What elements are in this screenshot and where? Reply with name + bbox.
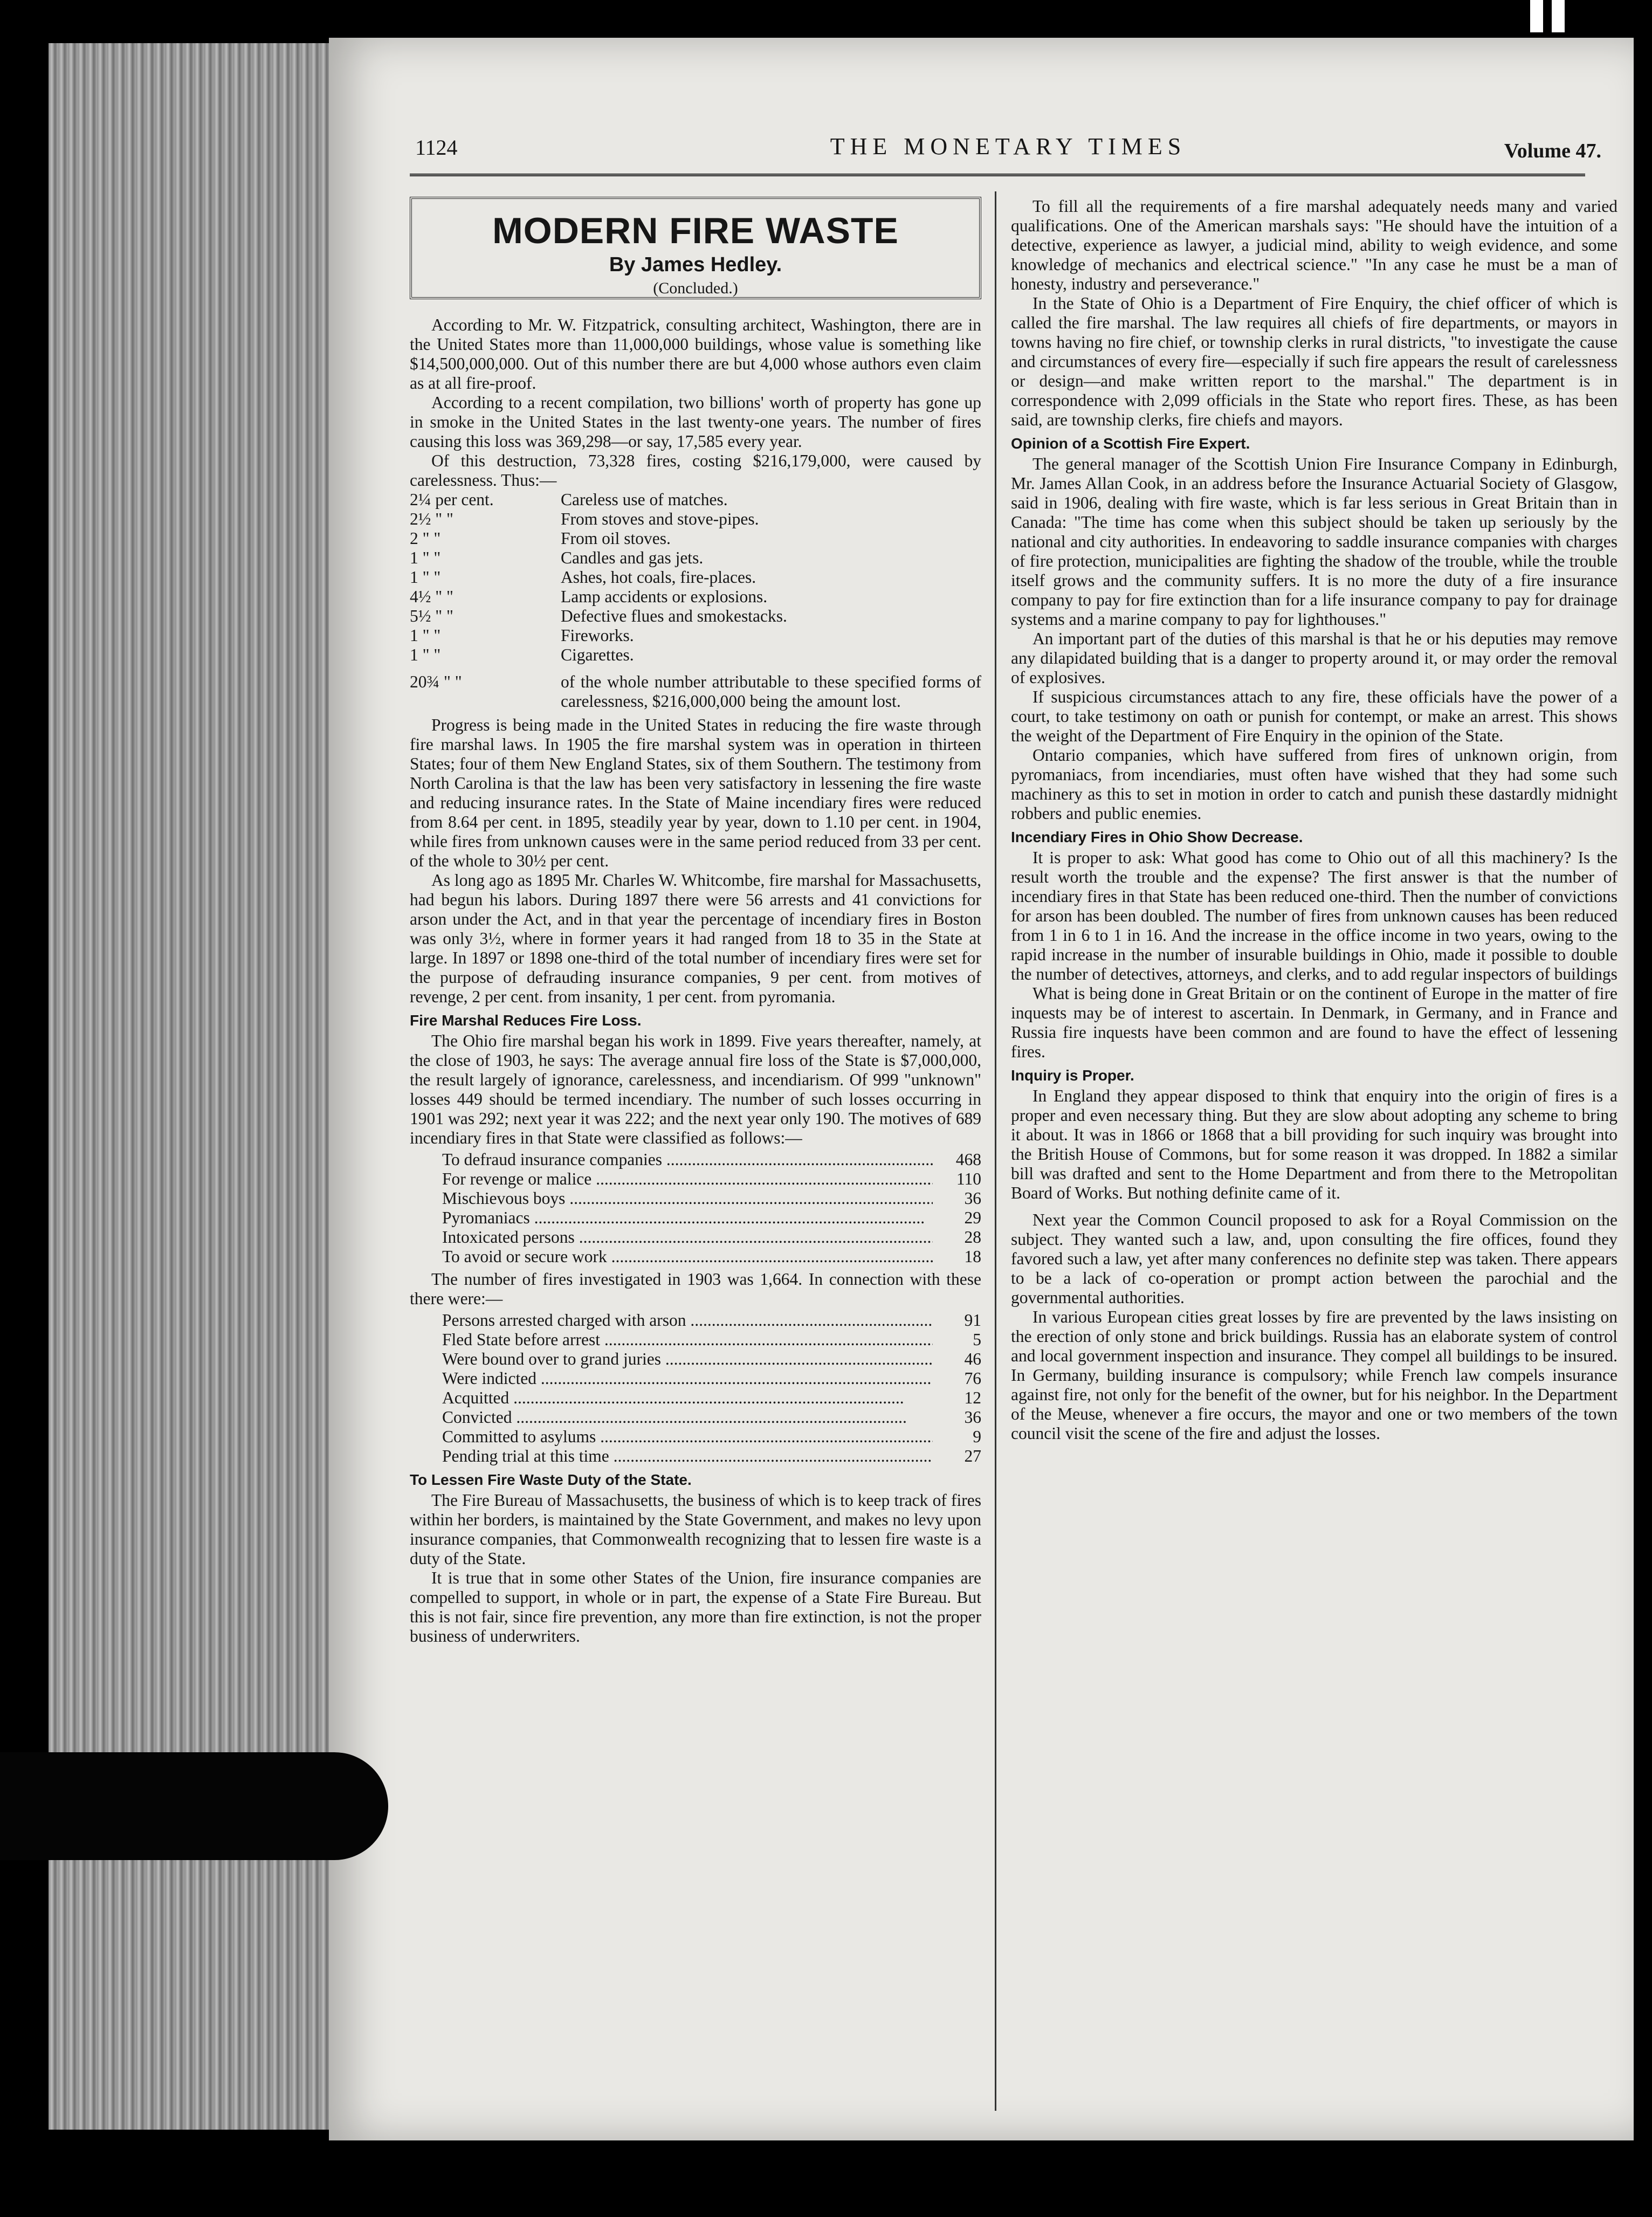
carelessness-cause: Fireworks. — [561, 626, 634, 645]
carelessness-pct: 1 " " — [410, 568, 441, 587]
row-value: 5 — [973, 1330, 981, 1349]
carelessness-row — [410, 645, 981, 665]
carelessness-row — [410, 626, 981, 645]
paragraph: It is true that in some other States of the Union, fire insurance companies are compelled to support, in whole or in part, the expense of a State Fire Bureau. But this is not fair, since fire prevention, any more than fire extinction, is not the proper business of underwriters. — [410, 1568, 981, 1645]
carelessness-pct: 1 " " — [410, 626, 441, 645]
row-label: Pending trial at this time ..... — [442, 1447, 933, 1466]
carelessness-row — [410, 607, 981, 626]
scan-clip-mark — [1552, 0, 1565, 32]
paragraph: An important part of the duties of this marshal is that he or his deputies may remove any dilapidated building that is a danger to property around it, or may order the removal of explosives. — [1011, 629, 1617, 687]
row-value: 9 — [973, 1427, 981, 1446]
row-value: 27 — [964, 1447, 981, 1465]
book-page — [329, 38, 1634, 2140]
table-row — [442, 1208, 981, 1228]
row-value: 36 — [964, 1408, 981, 1427]
paragraph: Ontario companies, which have suffered from fires of unknown origin, from pyromaniacs, from incendiaries, must often have wished that they had some such machinery as this to set in motion in order to catch and punish these dastardly midnight robbers and public enemies. — [1011, 746, 1617, 823]
paragraph: In various European cities great losses by fire are prevented by the laws insisting on the erection of only stone and brick buildings. Russia has an elaborate system of control and local government inspection and insurance. They compel all buildings to be insured. In Germany, building insurance is compulsory; while French law compels insurance against fire, not only for the benefit of the owner, but for his neighbor. In the Department of the Meuse, whenever a fire occurs, the mayor and one or two members of the town council visit the scene of the fire and adjust the losses. — [1011, 1307, 1617, 1443]
table-row — [442, 1408, 981, 1427]
title-box — [410, 197, 981, 299]
table-row — [442, 1369, 981, 1388]
row-label: Intoxicated persons ..... — [442, 1228, 933, 1247]
section-heading: Opinion of a Scottish Fire Expert. — [1011, 435, 1250, 452]
paragraph: Of this destruction, 73,328 fires, costing $216,179,000, were caused by carelessness. Thus:— — [410, 451, 981, 490]
header-rule — [410, 174, 1585, 176]
article-note: (Concluded.) — [653, 279, 738, 297]
carelessness-cause: Ashes, hot coals, fire-places. — [561, 568, 756, 587]
section-heading: To Lessen Fire Waste Duty of the State. — [410, 1471, 692, 1488]
paragraph: According to Mr. W. Fitzpatrick, consulting architect, Washington, there are in the United States more than 11,000,000 buildings, whose value is something like $14,500,000,000. Out of this number there are but 4,000 whose authors even claim as at all fire-proof. — [410, 315, 981, 393]
row-value: 468 — [955, 1150, 981, 1169]
row-label: Committed to asylums ..... — [442, 1427, 933, 1447]
scanner-thumb-shadow — [0, 1752, 388, 1860]
section-heading: Inquiry is Proper. — [1011, 1067, 1134, 1084]
row-label: Fled State before arrest ..... — [442, 1330, 933, 1350]
row-value: 12 — [964, 1388, 981, 1407]
carelessness-pct: 2½ " " — [410, 510, 453, 528]
section-heading: Fire Marshal Reduces Fire Loss. — [410, 1012, 642, 1029]
carelessness-pct: 5½ " " — [410, 607, 453, 625]
paragraph: To fill all the requirements of a fire marshal adequately needs many and varied qualifications. One of the American marshals says: "He should have the intuition of a detective, experience as lawyer, a judicial mind, ability to weigh evidence, and some knowledge of mechanics and electrical science." "In any case he must be a man of honesty, industry and perseverance." — [1011, 197, 1617, 293]
carelessness-total-text: of the whole number attributable to these specified forms of carelessness, $216,000,000 being the amount lost. — [561, 672, 981, 711]
carelessness-row — [410, 587, 981, 607]
carelessness-pct: 20¾ " " — [410, 672, 462, 691]
carelessness-cause: Careless use of matches. — [561, 490, 728, 509]
scan-clip-mark — [1530, 0, 1543, 32]
page-number: 1124 — [415, 135, 458, 160]
carelessness-cause: From oil stoves. — [561, 529, 671, 548]
table-row — [442, 1311, 981, 1330]
carelessness-cause: Defective flues and smokestacks. — [561, 607, 787, 625]
row-value: 76 — [964, 1369, 981, 1388]
carelessness-pct: 1 " " — [410, 645, 441, 664]
row-label: Were indicted ..... — [442, 1369, 933, 1388]
table-row — [442, 1447, 981, 1466]
carelessness-pct: 1 " " — [410, 548, 441, 567]
row-value: 36 — [964, 1189, 981, 1208]
section-heading: Incendiary Fires in Ohio Show Decrease. — [1011, 829, 1303, 845]
table-row — [442, 1427, 981, 1447]
row-label: To avoid or secure work ..... — [442, 1247, 933, 1266]
left-column — [410, 197, 981, 1646]
row-label: Persons arrested charged with arson ..... — [442, 1311, 933, 1330]
table-row — [442, 1169, 981, 1189]
article-title: MODERN FIRE WASTE — [492, 210, 899, 251]
carelessness-pct: 4½ " " — [410, 587, 453, 606]
carelessness-cause: Candles and gas jets. — [561, 548, 704, 567]
paragraph: If suspicious circumstances attach to any fire, these officials have the power of a court, to take testimony on oath or punish for contempt, or make an arrest. This shows the weight of the Department of Fire Enquiry in the opinion of the State. — [1011, 687, 1617, 745]
masthead: THE MONETARY TIMES — [830, 133, 1187, 160]
row-value: 91 — [964, 1311, 981, 1330]
paragraph: What is being done in Great Britain or on the continent of Europe in the matter of fire inquests may be of interest to ascertain. In Denmark, in Germany, and in France and Russia fire inquests have been common and are found to have the effect of lessening fires. — [1011, 984, 1617, 1061]
table-row — [442, 1189, 981, 1208]
row-value: 110 — [956, 1169, 981, 1188]
paragraph: Next year the Common Council proposed to ask for a Royal Commission on the subject. They wanted such a law, and, upon consulting the fire offices, found they favored such a law, yet after many conferences no definite step was taken. There appears to be a lack of co-operation or prompt action between the parochial and the governmental authorities. — [1011, 1210, 1617, 1307]
paragraph: In the State of Ohio is a Department of Fire Enquiry, the chief officer of which is called the fire marshal. The law requires all chiefs of fire departments, or mayors in towns having no fire chief, or township clerks in rural districts, "to investigate the cause and circumstances of every fire—especially if such fire appears the result of carelessness or design—and make written report to the marshal." The department is in correspondence with 2,099 officials in the State who report fires. These, as has been said, are township clerks, fire chiefs and mayors. — [1011, 294, 1617, 429]
row-value: 29 — [964, 1208, 981, 1227]
carelessness-row — [410, 490, 981, 510]
row-label: Were bound over to grand juries ..... — [442, 1350, 933, 1369]
row-value: 18 — [964, 1247, 981, 1266]
running-head — [415, 129, 1601, 167]
carelessness-pct: 2 " " — [410, 529, 441, 548]
article-byline: By James Hedley. — [609, 253, 782, 276]
paragraph: The Ohio fire marshal began his work in 1899. Five years thereafter, namely, at the close of 1903, he says: The average annual fire loss of the State is $7,000,000, the result largely of ignorance, carelessness, and incendiarism. Of 999 "unknown" losses 449 should be termed incendiary. The number of such losses occurring in 1901 was 292; next year it was 222; and the next year only 190. The motives of 689 incendiary fires in that State were classified as follows:— — [410, 1031, 981, 1147]
paragraph: As long ago as 1895 Mr. Charles W. Whitcombe, fire marshal for Massachusetts, had begun his labors. During 1897 there were 56 arrests and 41 convictions for arson under the Act, and in that year the percentage of incendiary fires in Boston was only 3½, where in former years it had ranged from 18 to 35 in the State at large. In 1897 or 1898 one-third of the total number of incendiary fires were set for the purpose of defrauding insurance companies, 9 per cent. from motives of revenge, 2 per cent. from insanity, 1 per cent. from pyromania. — [410, 871, 981, 1006]
carelessness-cause: Lamp accidents or explosions. — [561, 587, 768, 606]
column-divider — [995, 191, 996, 2111]
row-label: To defraud insurance companies ..... — [442, 1150, 933, 1169]
paragraph: The general manager of the Scottish Union Fire Insurance Company in Edinburgh, Mr. James Allan Cook, in an address before the Insurance Actuarial Society of Glasgow, said in 1906, dealing with fire waste, which is far less serious in Great Britain than in Canada: "The time has come when this subject should be taken up seriously by the national and city authorities. In endeavoring to saddle insurance companies with charges of fire protection, municipalities are fighting the shadow of the trouble, while the trouble itself grows and the community suffers. It is no more the duty of a fire insurance company to pay for fire extinction than for a life insurance company to pay for drainage systems and a marine company to pay for lighthouses." — [1011, 455, 1617, 629]
motives-table — [442, 1150, 981, 1266]
right-column — [1011, 197, 1617, 1443]
table-row — [442, 1350, 981, 1369]
paragraph: Progress is being made in the United States in reducing the fire waste through fire marshal laws. In 1905 the fire marshal system was in operation in thirteen States; four of them New England States, six of them Southern. The testimony from North Carolina is that the law has been very satisfactory in lessening the fire waste and reducing insurance rates. In the State of Maine incendiary fires were reduced from 8.64 per cent. in 1895, steadily year by year, down to 1.10 per cent. in 1904, while fires from unknown causes were in the same period reduced from 33 per cent. of the whole to 30½ per cent. — [410, 715, 981, 870]
row-label: Convicted ..... — [442, 1408, 933, 1427]
paragraph: It is proper to ask: What good has come to Ohio out of all this machinery? Is the result worth the trouble and the expense? The first answer is that the number of incendiary fires in that State has been reduced one-third. Then the number of convictions for arson has been doubled. The number of fires from unknown causes has been reduced from 1 in 6 to 1 in 16. And the increase in the office income in two years, owing to the rapid increase in the number of insurable buildings in Ohio, made it possible to double the number of detectives, attorneys, and clerks, and to add regular inspectors of buildings — [1011, 848, 1617, 983]
carelessness-cause: Cigarettes. — [561, 645, 634, 664]
investigations-table — [442, 1311, 981, 1466]
row-value: 46 — [964, 1350, 981, 1368]
row-label: For revenge or malice ..... — [442, 1169, 933, 1189]
row-label: Acquitted ..... — [442, 1388, 933, 1408]
carelessness-row — [410, 568, 981, 587]
carelessness-total-row — [410, 672, 981, 711]
row-label: Pyromaniacs ..... — [442, 1208, 933, 1228]
row-value: 28 — [964, 1228, 981, 1247]
paragraph: According to a recent compilation, two billions' worth of property has gone up in smoke in the United States in the last twenty-one years. The number of fires causing this loss was 369,298—or say, 17,585 every year. — [410, 393, 981, 451]
table-row — [442, 1150, 981, 1169]
paragraph: The Fire Bureau of Massachusetts, the business of which is to keep track of fires within her borders, is maintained by the State Government, and makes no levy upon insurance companies, that Commonwealth recognizing that to lessen fire waste is a duty of the State. — [410, 1491, 981, 1568]
paragraph: The number of fires investigated in 1903 was 1,664. In connection with these there were:— — [410, 1270, 981, 1308]
carelessness-list — [410, 490, 981, 711]
carelessness-row — [410, 510, 981, 529]
volume-label: Volume 47. — [1504, 140, 1601, 162]
carelessness-row — [410, 529, 981, 548]
carelessness-cause: From stoves and stove-pipes. — [561, 510, 759, 528]
carelessness-pct: 2¼ per cent. — [410, 490, 494, 509]
table-row — [442, 1388, 981, 1408]
table-row — [442, 1330, 981, 1350]
table-row — [442, 1247, 981, 1266]
paragraph: In England they appear disposed to think that enquiry into the origin of fires is a proper and even necessary thing. But they are slow about adopting any scheme to bring it about. It was in 1866 or 1868 that a bill providing for such inquiry was brought into the British House of Commons, but for some reason it was dropped. In 1882 a similar bill was drafted and sent to the Home Department and from there to the Metropolitan Board of Works. But nothing definite came of it. — [1011, 1086, 1617, 1202]
table-row — [442, 1228, 981, 1247]
carelessness-row — [410, 548, 981, 568]
row-label: Mischievous boys ..... — [442, 1189, 933, 1208]
